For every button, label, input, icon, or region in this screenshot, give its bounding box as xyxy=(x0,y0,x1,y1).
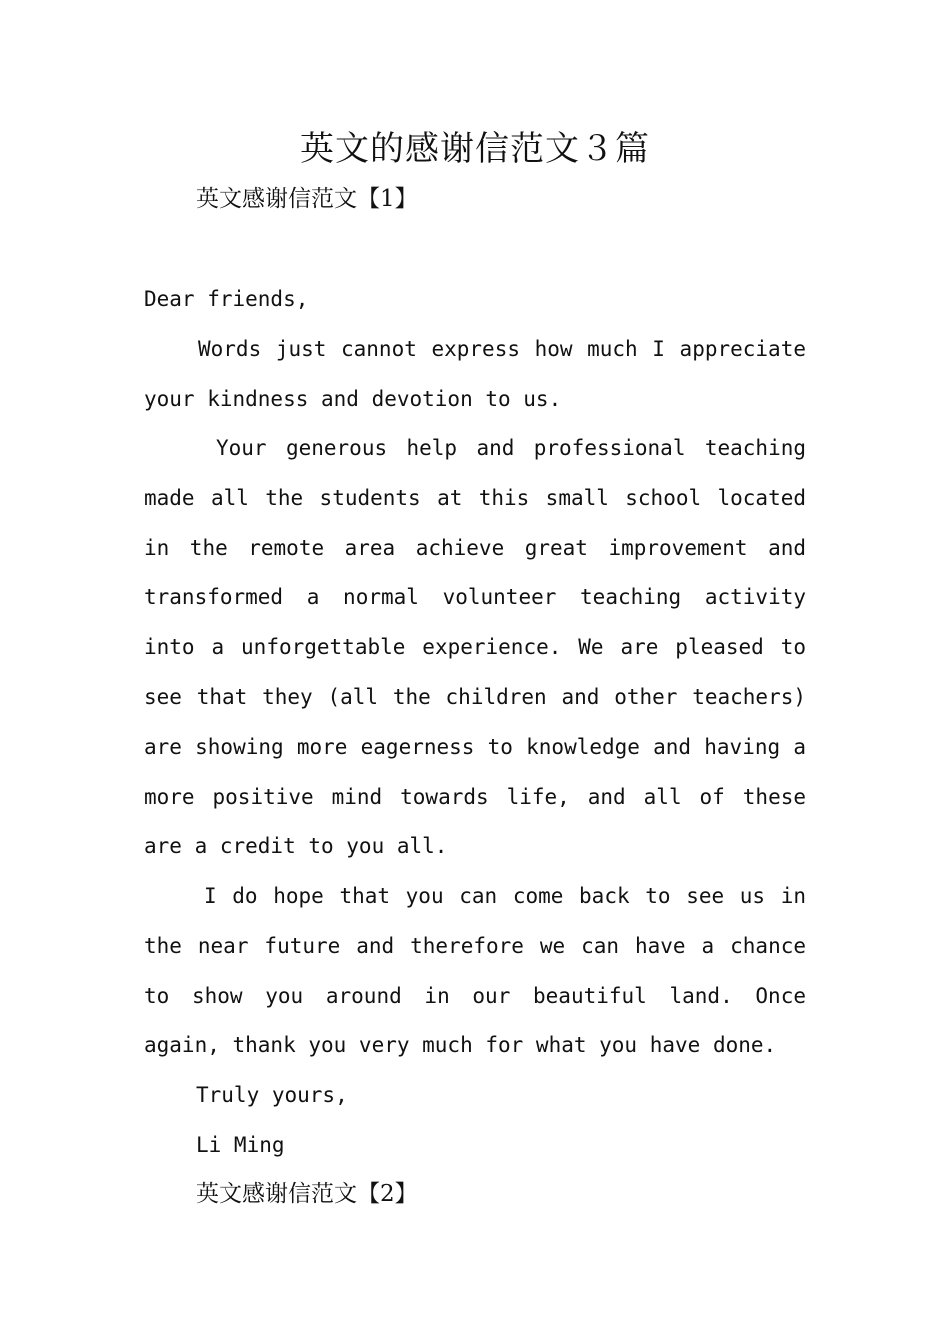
signature: Li Ming xyxy=(196,1133,285,1157)
body-paragraph-2: Your generous help and professional teaching made all the students at this small school located in the remote area achieve great improvement and transformed a normal volunteer teaching activity into a unforgettable experience. We are pleased to see that they (all the children and other teachers) are showing more eagerness to knowledge and having a more positive mind towards life, and all of these are a credit to you all. xyxy=(144,436,806,859)
salutation: Dear friends, xyxy=(144,287,309,311)
closing: Truly yours, xyxy=(196,1083,348,1107)
section-heading-1: 英文感谢信范文【1】 xyxy=(196,186,418,212)
section-heading-2: 英文感谢信范文【2】 xyxy=(196,1181,418,1207)
body-paragraph-3: I do hope that you can come back to see us in the near future and therefore we can have a chance to show you around in our beautiful land. Once again, thank you very much for what you have done. xyxy=(144,884,806,1058)
document-title: 英文的感谢信范文３篇 xyxy=(300,129,650,169)
body-paragraph-1: Words just cannot express how much I appreciate your kindness and devotion to us. xyxy=(144,337,806,411)
